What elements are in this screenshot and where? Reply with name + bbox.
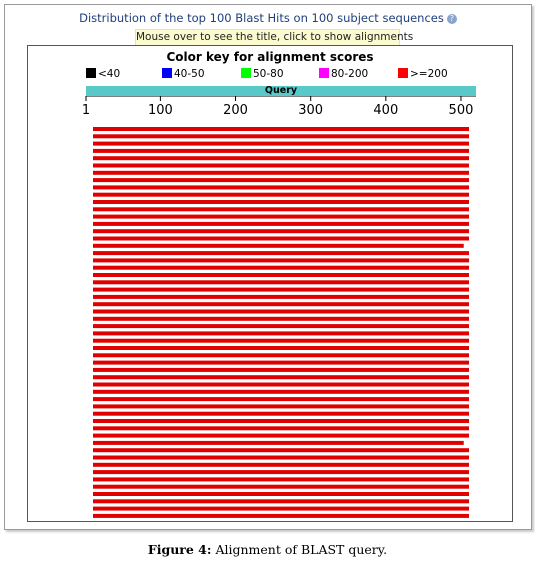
hit-bar[interactable] [93, 331, 469, 335]
hit-bar[interactable] [93, 288, 469, 292]
axis-ticks [82, 96, 474, 118]
hit-bar[interactable] [93, 485, 469, 489]
hit-bar[interactable] [93, 310, 469, 314]
hit-bar[interactable] [93, 397, 469, 401]
legend-item-50-80 [241, 68, 284, 80]
hit-bar[interactable] [93, 142, 469, 146]
hit-bar[interactable] [93, 200, 469, 204]
hit-bar[interactable] [93, 353, 469, 357]
hit-bar[interactable] [93, 207, 469, 211]
axis-tick-label: 300 [298, 103, 324, 118]
hit-bar[interactable] [93, 448, 469, 452]
hit-bar[interactable] [93, 185, 469, 189]
hit-bar[interactable] [93, 492, 469, 496]
legend-label: 80-200 [331, 68, 369, 80]
hit-bar[interactable] [93, 463, 469, 467]
query-bar: Query [86, 86, 476, 96]
hit-bar[interactable] [93, 361, 469, 365]
hit-bar[interactable] [93, 339, 469, 343]
hit-bar[interactable] [93, 390, 469, 394]
query-axis [28, 96, 512, 120]
legend-swatch [241, 68, 251, 78]
legend-swatch [162, 68, 172, 78]
figure-caption [0, 542, 535, 557]
legend-item-gte200 [398, 68, 448, 80]
legend-label: 40-50 [174, 68, 205, 80]
legend-item-80-200 [319, 68, 368, 80]
legend-swatch [398, 68, 408, 78]
hit-bar[interactable] [93, 499, 469, 503]
hit-bar[interactable] [93, 456, 469, 460]
hit-bar[interactable] [93, 215, 469, 219]
legend-item-lt40 [86, 68, 120, 80]
axis-tick-label: 400 [373, 103, 399, 118]
hit-bar[interactable] [93, 156, 469, 160]
hit-bar[interactable] [93, 441, 464, 445]
hit-bar[interactable] [93, 178, 469, 182]
hit-bar[interactable] [93, 266, 469, 270]
hit-bar[interactable] [93, 507, 469, 511]
axis-tick-label: 500 [448, 103, 474, 118]
hit-bars [28, 126, 512, 521]
hit-bar[interactable] [93, 477, 469, 481]
hit-bar[interactable] [93, 258, 469, 262]
color-key-legend [28, 68, 512, 82]
hit-bar[interactable] [93, 222, 469, 226]
hit-bar[interactable] [93, 317, 469, 321]
legend-swatch [86, 68, 96, 78]
legend-label: 50-80 [253, 68, 284, 80]
hit-bar[interactable] [93, 375, 469, 379]
hit-bar[interactable] [93, 412, 469, 416]
hit-bar[interactable] [93, 280, 469, 284]
hit-bar[interactable] [93, 273, 469, 277]
hit-bar[interactable] [93, 434, 469, 438]
hit-bar[interactable] [93, 171, 469, 175]
legend-item-40-50 [162, 68, 205, 80]
hit-bar[interactable] [93, 164, 469, 168]
hit-bar[interactable] [93, 346, 469, 350]
color-key-title: Color key for alignment scores [166, 50, 374, 64]
graphic-title-text: Distribution of the top 100 Blast Hits on 100 subject sequences [79, 11, 444, 25]
hit-bar[interactable] [93, 134, 469, 138]
hit-bar[interactable] [93, 368, 469, 372]
hit-bar[interactable] [93, 514, 469, 518]
hit-bar[interactable] [93, 324, 469, 328]
hit-bar[interactable] [93, 470, 469, 474]
axis-tick-label: 100 [147, 103, 173, 118]
hit-bar[interactable] [93, 302, 469, 306]
legend-label: >=200 [410, 68, 448, 80]
legend-swatch [319, 68, 329, 78]
graphic-title [5, 11, 531, 25]
axis-tick-label: 200 [223, 103, 248, 118]
hit-bar[interactable] [93, 237, 469, 241]
hit-bar[interactable] [93, 426, 469, 430]
hit-bar[interactable] [93, 383, 469, 387]
hit-bar[interactable] [93, 419, 469, 423]
blast-graphic-panel [4, 4, 532, 530]
hit-bar[interactable] [93, 229, 469, 233]
hit-bar[interactable] [93, 149, 469, 153]
hit-bar[interactable] [93, 244, 464, 248]
hit-bar[interactable] [93, 251, 469, 255]
help-icon[interactable]: ? [447, 14, 457, 24]
figure-caption-text: Alignment of BLAST query. [215, 542, 388, 557]
alignment-plot [27, 45, 513, 522]
figure-caption-label: Figure 4: [147, 542, 212, 557]
hit-bar[interactable] [93, 404, 469, 408]
hit-bar[interactable] [93, 295, 469, 299]
mouseover-hint: Mouse over to see the title, click to show alignments [135, 29, 400, 46]
axis-tick-label: 1 [81, 103, 91, 118]
hit-bar[interactable] [93, 193, 469, 197]
hit-bar[interactable] [93, 127, 469, 131]
legend-label: <40 [98, 68, 121, 80]
